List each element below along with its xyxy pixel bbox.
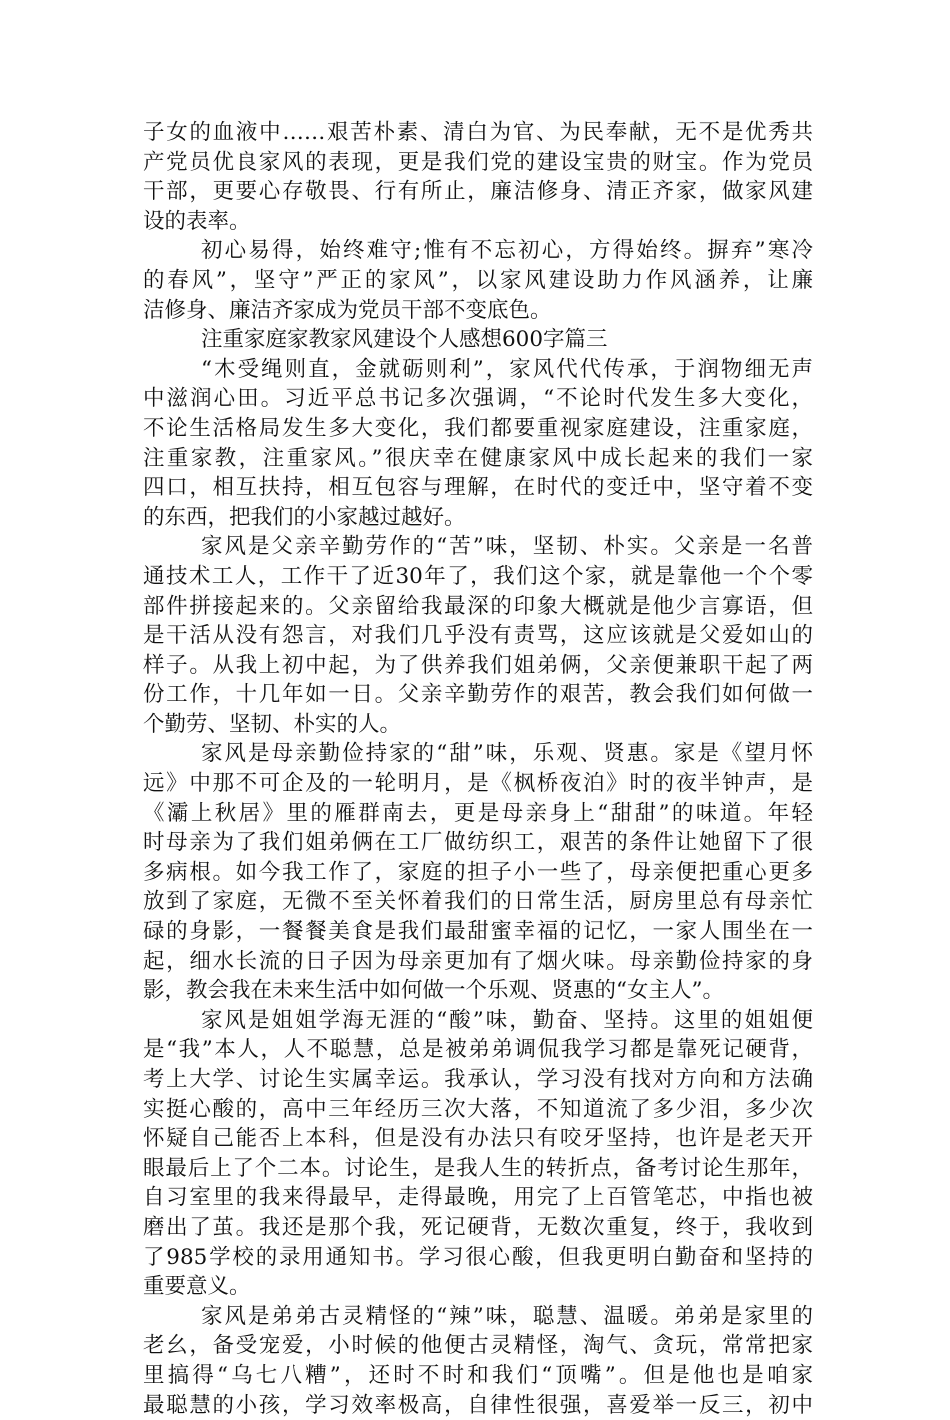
text-line: 的春风”，坚守”严正的家风”，以家风建设助力作风涵养，让廉 — [143, 267, 813, 293]
text-line: 里搞得“乌七八糟”，还时不时和我们“顶嘴”。但是他也是咱家 — [143, 1362, 813, 1388]
text-line: 不论生活格局发生多大变化，我们都要重视家庭建设，注重家庭， — [143, 415, 813, 441]
text-line: 四口，相互扶持，相互包容与理解，在时代的变迁中，坚守着不变 — [143, 475, 813, 501]
text-line: 的东西，把我们的小家越过越好。 — [143, 504, 466, 530]
text-line: 是“我”本人，人不聪慧，总是被弟弟调侃我学习都是靠死记硬背， — [143, 1037, 813, 1063]
paragraph-first-line: 家风是姐姐学海无涯的“酸”味，勤奋、坚持。这里的姐姐便 — [201, 1007, 813, 1033]
text-line: 《灞上秋居》里的雁群南去，更是母亲身上“甜甜”的味道。年轻 — [143, 800, 813, 826]
text-line: 时母亲为了我们姐弟俩在工厂做纺织工，艰苦的条件让她留下了很 — [143, 830, 813, 856]
text-line: 远》中那不可企及的一轮明月，是《枫桥夜泊》时的夜半钟声，是 — [143, 771, 813, 797]
paragraph-first-line: 家风是父亲辛勤劳作的“苦”味，坚韧、朴实。父亲是一名普 — [201, 534, 813, 560]
text-line: 部件拼接起来的。父亲留给我最深的印象大概就是他少言寡语，但 — [143, 593, 813, 619]
text-line: 产党员优良家风的表现，更是我们党的建设宝贵的财宝。作为党员 — [143, 149, 813, 175]
text-line: 样子。从我上初中起，为了供养我们姐弟俩，父亲便兼职干起了两 — [143, 652, 813, 678]
text-line: 通技术工人，工作干了近30年了，我们这个家，就是靠他一个个零 — [143, 563, 813, 589]
text-line: 个勤劳、坚韧、朴实的人。 — [143, 711, 402, 737]
text-line: 份工作，十几年如一日。父亲辛勤劳作的艰苦，教会我们如何做一 — [143, 682, 813, 708]
text-line: 放到了家庭，无微不至关怀着我们的日常生活，厨房里总有母亲忙 — [143, 889, 813, 915]
text-line: 设的表率。 — [143, 208, 251, 234]
text-line: 眼最后上了个二本。讨论生，是我人生的转折点，备考讨论生那年， — [143, 1155, 813, 1181]
text-line: 自习室里的我来得最早，走得最晚，用完了上百管笔芯，中指也被 — [143, 1185, 813, 1211]
paragraph-first-line: 家风是弟弟古灵精怪的“辣”味，聪慧、温暖。弟弟是家里的 — [201, 1303, 813, 1329]
text-line: 最聪慧的小孩，学习效率极高，自律性很强，喜爱举一反三，初中 — [143, 1392, 813, 1418]
text-line: 实挺心酸的，高中三年经历三次大落，不知道流了多少泪，多少次 — [143, 1096, 813, 1122]
text-line: 子女的血液中……艰苦朴素、清白为官、为民奉献，无不是优秀共 — [143, 120, 813, 145]
text-line: 多病根。如今我工作了，家庭的担子小一些了，母亲便把重心更多 — [143, 859, 813, 885]
text-line: 了985学校的录用通知书。学习很心酸，但我更明白勤奋和坚持的 — [143, 1244, 813, 1270]
section-heading: 注重家庭家教家风建设个人感想600字篇三 — [201, 327, 608, 353]
text-line: 老幺，备受宠爱，小时候的他便古灵精怪，淘气、贪玩，常常把家 — [143, 1333, 813, 1359]
text-line: 起，细水长流的日子因为母亲更加有了烟火味。母亲勤俭持家的身 — [143, 948, 813, 974]
text-line: 考上大学、讨论生实属幸运。我承认，学习没有找对方向和方法确 — [143, 1067, 813, 1092]
text-line: 磨出了茧。我还是那个我，死记硬背，无数次重复，终于，我收到 — [143, 1214, 813, 1240]
text-line: 是干活从没有怨言，对我们几乎没有责骂，这应该就是父爱如山的 — [143, 623, 813, 649]
text-line: 影，教会我在未来生活中如何做一个乐观、贤惠的“女主人”。 — [143, 978, 724, 1004]
paragraph-first-line: 初心易得，始终难守;惟有不忘初心，方得始终。摒弃”寒冷 — [201, 238, 813, 264]
text-line: 注重家教，注重家风。”很庆幸在健康家风中成长起来的我们一家 — [143, 445, 813, 471]
paragraph-first-line: 家风是母亲勤俭持家的“甜”味，乐观、贤惠。家是《望月怀 — [201, 741, 813, 767]
text-line: 中滋润心田。习近平总书记多次强调，“不论时代发生多大变化， — [143, 386, 813, 412]
text-line: 怀疑自己能否上本科，但是没有办法只有咬牙坚持，也许是老天开 — [143, 1126, 813, 1152]
text-line: 干部，更要心存敬畏、行有所止，廉洁修身、清正齐家，做家风建 — [143, 179, 813, 205]
text-line: 碌的身影，一餐餐美食是我们最甜蜜幸福的记忆，一家人围坐在一 — [143, 919, 813, 945]
paragraph-first-line: “木受绳则直，金就砺则利”，家风代代传承，于润物细无声 — [201, 356, 813, 382]
text-line: 重要意义。 — [143, 1274, 251, 1300]
text-line: 洁修身、廉洁齐家成为党员干部不变底色。 — [143, 297, 552, 323]
document-page — [143, 118, 813, 1420]
